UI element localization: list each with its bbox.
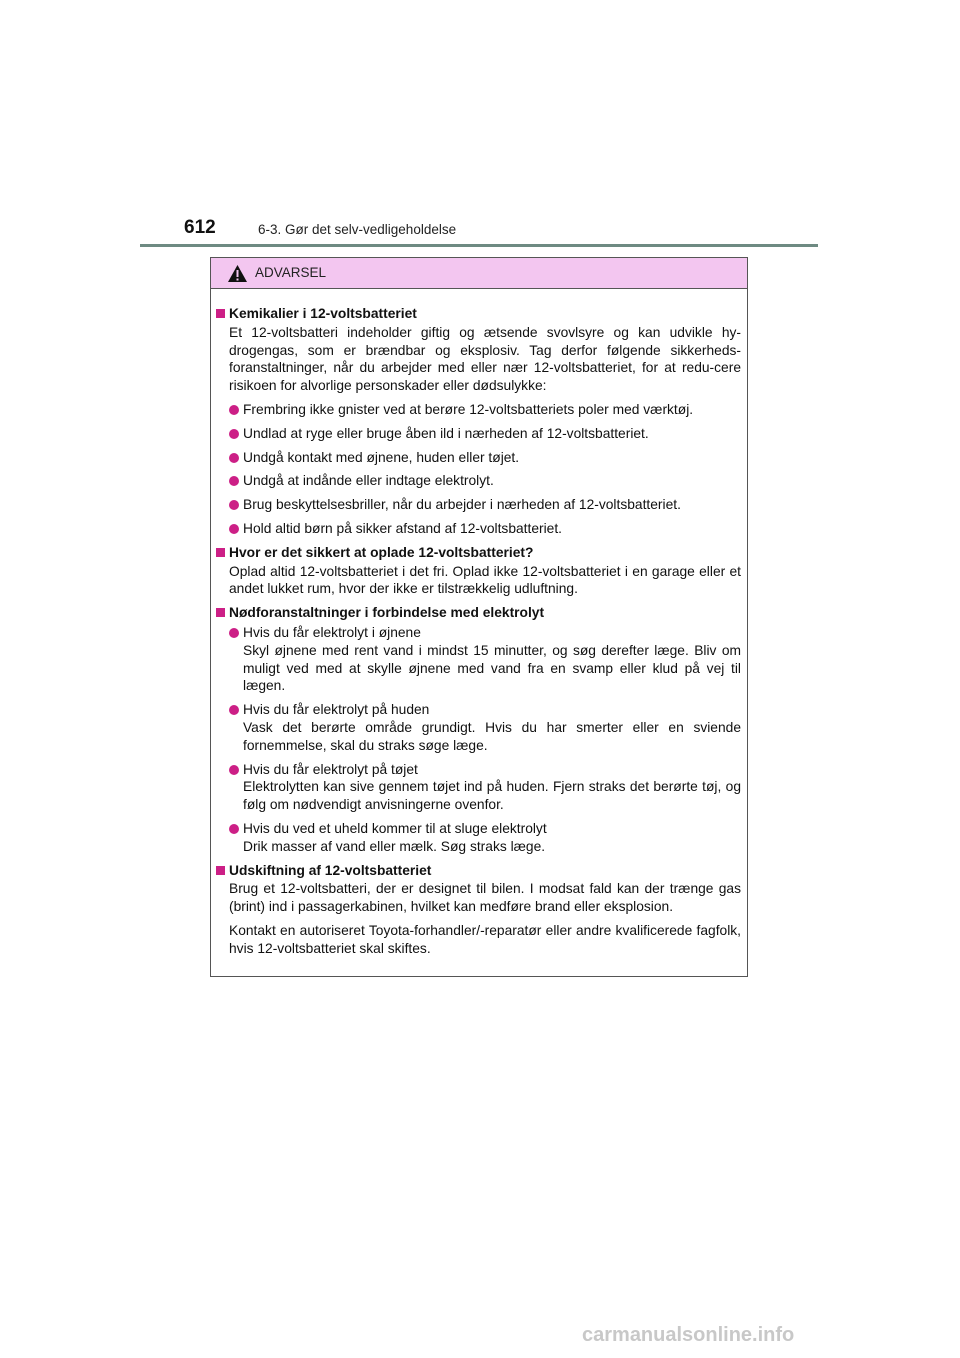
circle-bullet-icon [229, 500, 239, 510]
list-item [229, 401, 741, 419]
warning-box [210, 257, 748, 977]
list-item [229, 624, 741, 695]
list-item-title: Hvis du får elektrolyt i øjnene [243, 624, 421, 640]
circle-bullet-icon [229, 628, 239, 638]
warning-title: ADVARSEL [255, 265, 327, 280]
circle-bullet-icon [229, 824, 239, 834]
warning-header [211, 258, 747, 289]
section-text: Oplad altid 12-voltsbatteriet i det fri. Oplad ikke 12-voltsbatteriet i en garage eller et andet lukket rum, hvor der ikke er tilstrækkelig udluftning. [229, 563, 741, 597]
list-item-title: Hvis du ved et uheld kommer til at sluge elektrolyt [243, 820, 547, 836]
page-number: 612 [184, 217, 216, 238]
square-bullet-icon [216, 866, 225, 875]
list-item-text: Hold altid børn på sikker afstand af 12-voltsbatteriet. [243, 520, 563, 536]
square-bullet-icon [216, 309, 225, 318]
square-bullet-icon [216, 548, 225, 557]
circle-bullet-icon [229, 429, 239, 439]
circle-bullet-icon [229, 453, 239, 463]
list-item [229, 496, 741, 514]
warning-body [211, 289, 747, 958]
warning-triangle-icon [227, 264, 248, 283]
list-item-title: Hvis du får elektrolyt på tøjet [243, 761, 418, 777]
list-item [229, 520, 741, 538]
list-item [229, 761, 741, 814]
circle-bullet-icon [229, 765, 239, 775]
section-text: Et 12-voltsbatteri indeholder giftig og ætsende svovlsyre og kan udvikle hy-drogengas, som er brændbar og eksplosiv. Tag derfor følgende sikkerheds-foranstaltninger, når du arbejder med eller nær 12-voltsbatteriet, for at redu-cere risikoen for alvorlige personskader eller dødsulykke: [229, 324, 741, 394]
section-heading [216, 544, 741, 562]
list-item-text: Undlad at ryge eller bruge åben ild i nærheden af 12-voltsbatteriet. [243, 425, 649, 441]
list-item [229, 425, 741, 443]
square-bullet-icon [216, 608, 225, 617]
list-item-text: Vask det berørte område grundigt. Hvis du har smerter eller en sviende fornemmelse, skal du straks søge læge. [243, 719, 741, 753]
watermark: carmanualsonline.info [582, 1324, 795, 1346]
section-text: Brug et 12-voltsbatteri, der er designet til bilen. I modsat fald kan der trænge gas (brint) ind i passagerkabinen, hvilket kan medføre brand eller eksplosion. [229, 881, 741, 915]
list-item [229, 472, 741, 490]
circle-bullet-icon [229, 524, 239, 534]
section-heading-text: Nødforanstaltninger i forbindelse med elektrolyt [229, 605, 545, 621]
circle-bullet-icon [229, 405, 239, 415]
list-item-text: Drik masser af vand eller mælk. Søg straks læge. [243, 838, 546, 854]
circle-bullet-icon [229, 476, 239, 486]
list-item-text: Frembring ikke gnister ved at berøre 12-voltsbatteriets poler med værktøj. [243, 401, 694, 417]
list-item [229, 701, 741, 754]
list-item-title: Hvis du får elektrolyt på huden [243, 702, 430, 718]
list-item-text: Undgå at indånde eller indtage elektrolyt. [243, 473, 494, 489]
section-heading [216, 305, 741, 323]
list-item [229, 449, 741, 467]
circle-bullet-icon [229, 705, 239, 715]
list-item-text: Brug beskyttelsesbriller, når du arbejder i nærheden af 12-voltsbatteriet. [243, 497, 681, 513]
list-item-text: Undgå kontakt med øjnene, huden eller tøjet. [243, 449, 520, 465]
section-title: 6-3. Gør det selv-vedligeholdelse [258, 222, 457, 237]
list-item-text: Skyl øjnene med rent vand i mindst 15 minutter, og søg derefter læge. Bliv om muligt ved med at skylle øjnene med vand fra en svamp eller klud på vej til lægen. [243, 642, 741, 694]
header-divider [140, 244, 818, 247]
list-item [229, 820, 741, 856]
section-heading-text: Hvor er det sikkert at oplade 12-voltsbatteriet? [229, 544, 534, 560]
section-heading-text: Kemikalier i 12-voltsbatteriet [229, 306, 417, 321]
section-heading [216, 604, 741, 622]
section-heading-text: Udskiftning af 12-voltsbatteriet [229, 862, 432, 878]
section-text: Kontakt en autoriseret Toyota-forhandler/-reparatør eller andre kvalificerede fagfolk, hvis 12-voltsbatteriet skal skiftes. [229, 922, 741, 956]
section-heading [216, 862, 741, 880]
list-item-text: Elektrolytten kan sive gennem tøjet ind på huden. Fjern straks det berørte tøj, og følg om nødvendigt anvisningerne ovenfor. [243, 779, 741, 813]
